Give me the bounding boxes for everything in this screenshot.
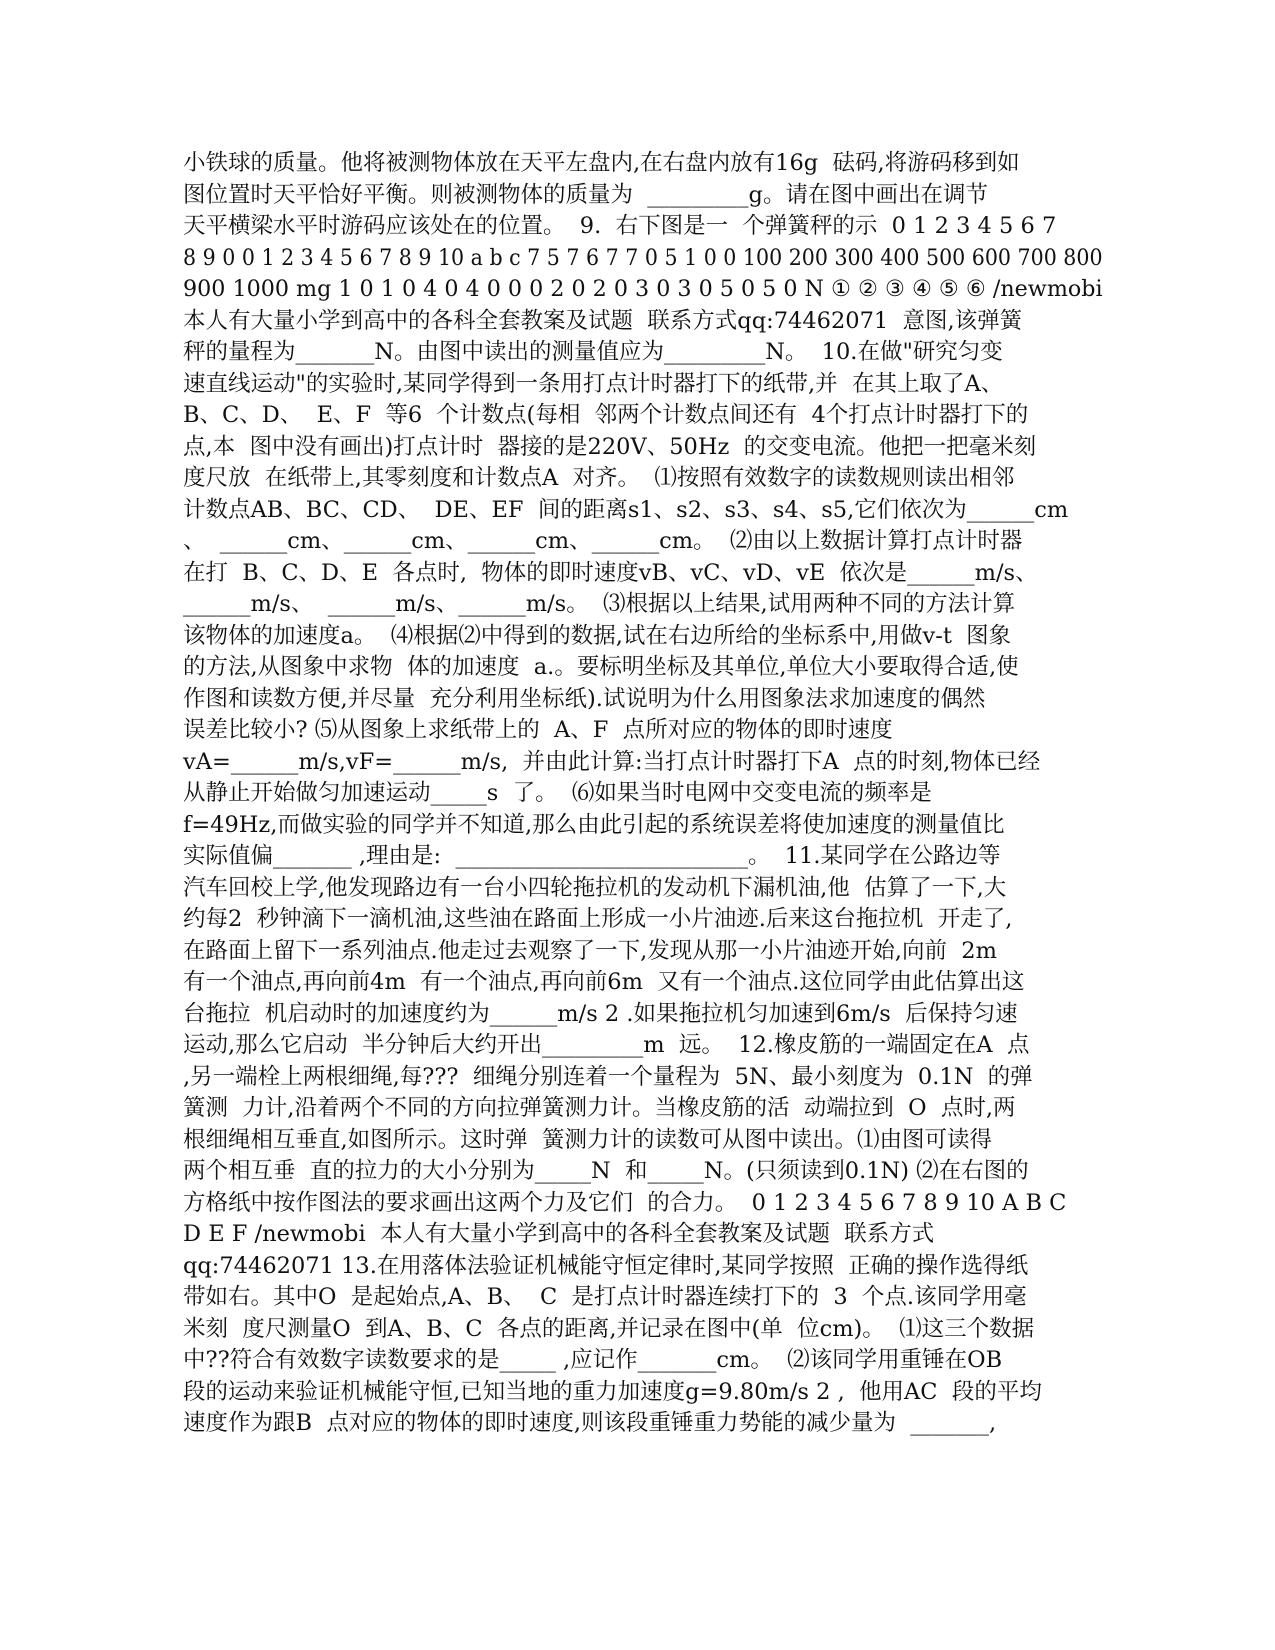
text-line: 在路面上留下一系列油点.他走过去观察了一下,发现从那一小片油迹开始,向前 2m (183, 937, 997, 964)
text-line: D E F /newmobi 本人有大量小学到高中的各科全套教案及试题 联系方式 (183, 1221, 935, 1247)
text-line: 段的运动来验证机械能守恒,已知当地的重力加速度g=9.80m/s 2 , 他用AC 段的平均 (183, 1378, 1042, 1405)
text-line: 运动,那么它启动 半分钟后大约开出_________m 远。 12.橡皮筋的一端固定在A 点 (183, 1032, 1030, 1058)
text-line: 有一个油点,再向前4m 有一个油点,再向前6m 又有一个油点.这位同学由此估算出这 (183, 969, 1025, 995)
text-line: 作图和读数方便,并尽量 充分利用坐标纸).试说明为什么用图象法求加速度的偶然 (183, 685, 986, 712)
text-line: 误差比较小? ⑸从图象上求纸带上的 A、F 点所对应的物体的即时速度 (183, 717, 893, 743)
text-line: 根细绳相互垂直,如图所示。这时弹 簧测力计的读数可从图中读出。⑴由图可读得 (183, 1126, 992, 1153)
document-body-text (183, 148, 1103, 1440)
text-line: 米刻 度尺测量O 到A、B、C 各点的距离,并记录在图中(单 位cm)。 ⑴这三个数据 (183, 1315, 1035, 1342)
text-line: 汽车回校上学,他发现路边有一台小四轮拖拉机的发动机下漏机油,他 估算了一下,大 (183, 874, 1007, 901)
text-line: 本人有大量小学到高中的各科全套教案及试题 联系方式qq:74462071 意图,该弹簧 (183, 307, 1023, 334)
text-line: 在打 B、C、D、E 各点时, 物体的即时速度vB、vC、vD、vE 依次是______m/s、 (183, 559, 1038, 586)
text-line: 速直线运动"的实验时,某同学得到一条用打点计时器打下的纸带,并 在其上取了A、 (183, 370, 1004, 397)
text-line: 约每2 秒钟滴下一滴机油,这些油在路面上形成一小片油迹.后来这台拖拉机 开走了, (183, 906, 1013, 932)
text-line: 天平横梁水平时游码应该处在的位置。 9. 右下图是一 个弹簧秤的示 0 1 2 3 4 5 6 7 (183, 213, 1057, 239)
text-line: 台拖拉 机启动时的加速度约为______m/s 2 .如果拖拉机匀加速到6m/s 后保持匀速 (183, 1000, 1018, 1027)
text-line: 900 1000 mg 1 0 1 0 4 0 4 0 0 0 2 0 2 0 3 0 3 0 5 0 5 0 N ① ② ③ ④ ⑤ ⑥ /newmobi (183, 276, 1103, 302)
text-line: 方格纸中按作图法的要求画出这两个力及它们 的合力。 0 1 2 3 4 5 6 7 8 9 10 A B C (183, 1189, 1067, 1216)
text-line: 计数点AB、BC、CD、 DE、EF 间的距离s1、s2、s3、s4、s5,它们依次为______cm (183, 496, 1069, 523)
text-line: ,另一端栓上两根细绳,每??? 细绳分别连着一个量程为 5N、最小刻度为 0.1N 的弹 (183, 1063, 1033, 1090)
text-line: 图位置时天平恰好平衡。则被测物体的质量为 _________g。请在图中画出在调节 (183, 181, 988, 208)
text-line: 小铁球的质量。他将被测物体放在天平左盘内,在右盘内放有16g 砝码,将游码移到如 (183, 150, 1020, 176)
text-line: 点,本 图中没有画出)打点计时 器接的是220V、50Hz 的交变电流。他把一把毫米刻 (183, 433, 1037, 460)
text-line: qq:74462071 13.在用落体法验证机械能守恒定律时,某同学按照 正确的操作选得纸 (183, 1252, 1029, 1279)
text-line: ______m/s、 ______m/s、______m/s。 ⑶根据以上结果,试用两种不同的方法计算 (183, 591, 1016, 617)
text-line: 度尺放 在纸带上,其零刻度和计数点A 对齐。 ⑴按照有效数字的读数规则读出相邻 (183, 465, 1015, 491)
text-line: vA=______m/s,vF=______m/s, 并由此计算:当打点计时器打下A 点的时刻,物体已经 (183, 748, 1041, 775)
text-line: 从静止开始做匀加速运动_____s 了。 ⑹如果当时电网中交变电流的频率是 (183, 780, 932, 806)
text-line: B、C、D、 E、F 等6 个计数点(每相 邻两个计数点间还有 4个打点计时器打下的 (183, 402, 1029, 428)
text-line: 簧测 力计,沿着两个不同的方向拉弹簧测力计。当橡皮筋的活 动端拉到 O 点时,两 (183, 1095, 1016, 1121)
text-line: 的方法,从图象中求物 体的加速度 a.。要标明坐标及其单位,单位大小要取得合适,使 (183, 654, 1019, 680)
text-line: 、 ______cm、______cm、______cm、______cm。 ⑵由以上数据计算打点计时器 (183, 528, 1023, 554)
text-line: 带如右。其中O 是起始点,A、B、 C 是打点计时器连续打下的 3 个点.该同学用毫 (183, 1284, 1027, 1310)
text-line: 速度作为跟B 点对应的物体的即时速度,则该段重锤重力势能的减少量为 _______, (183, 1410, 997, 1436)
text-line: 实际值偏_______ ,理由是: __________________________。 11.某同学在公路边等 (183, 843, 1001, 869)
text-line: 8 9 0 0 1 2 3 4 5 6 7 8 9 10 a b c 7 5 7 6 7 7 0 5 1 0 0 100 200 300 400 500 600 700 800 (183, 244, 1103, 271)
text-line: 该物体的加速度a。 ⑷根据⑵中得到的数据,试在右边所给的坐标系中,用做v-t 图象 (183, 622, 1012, 649)
text-line: 两个相互垂 直的拉力的大小分别为_____N 和_____N。(只须读到0.1N) ⑵在右图的 (183, 1158, 1029, 1184)
text-line: 中??符合有效数字读数要求的是_____ ,应记作_______cm。 ⑵该同学用重锤在OB (183, 1347, 1003, 1373)
text-line: f=49Hz,而做实验的同学并不知道,那么由此引起的系统误差将使加速度的测量值比 (183, 811, 1005, 838)
text-line: 秤的量程为_______N。由图中读出的测量值应为_________N。 10.在做"研究匀变 (183, 339, 1003, 365)
